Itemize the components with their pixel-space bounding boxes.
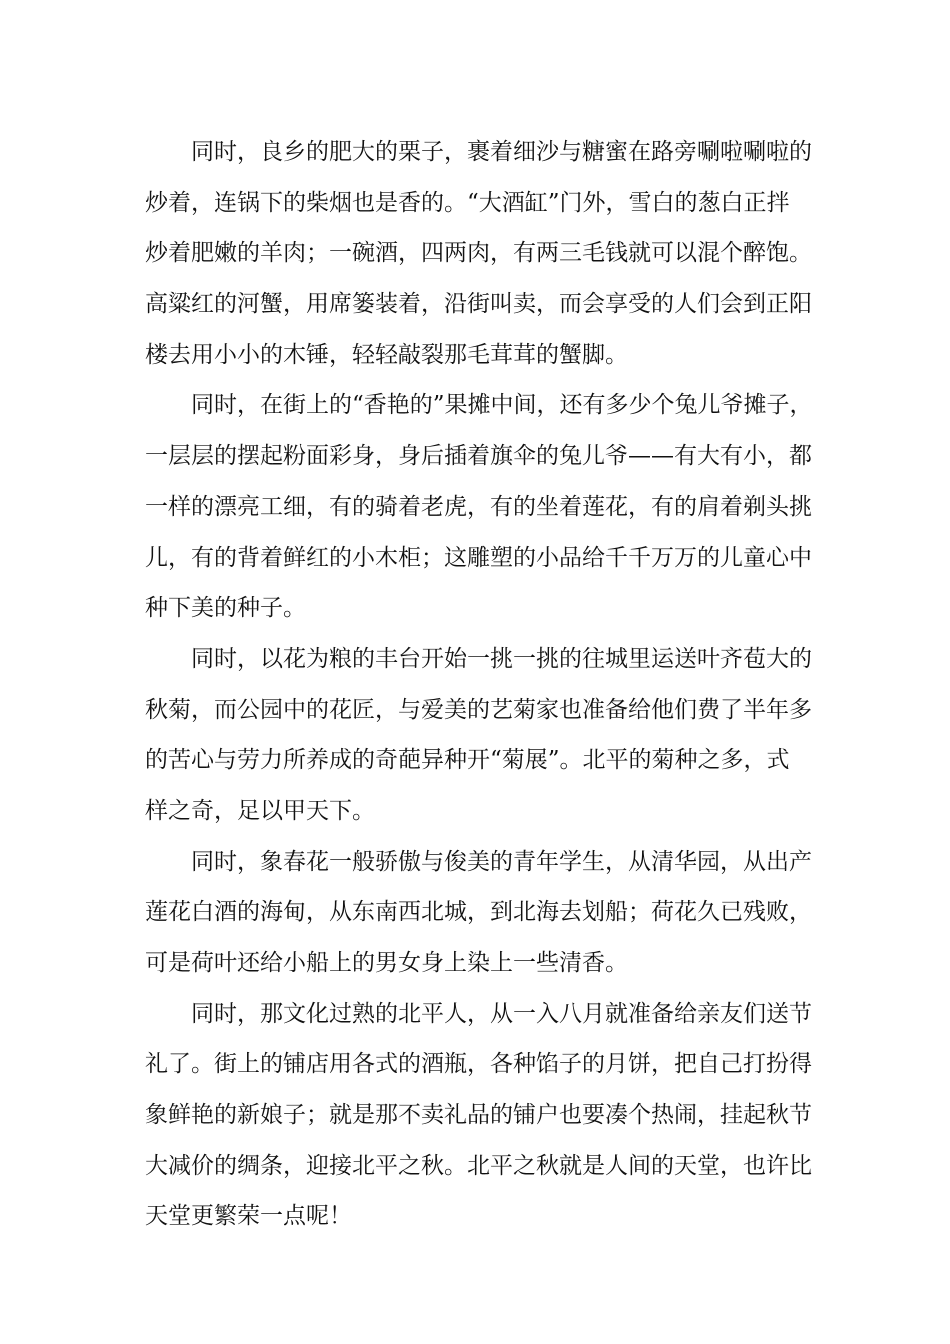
text-line: 莲花白酒的海甸，从东南西北城，到北海去划船；荷花久已残败， xyxy=(145,899,812,926)
text-line: 一层层的摆起粉面彩身，身后插着旗伞的兔儿爷——有大有小，都 xyxy=(145,443,812,470)
text-line: 炒着，连锅下的柴烟也是香的。“大酒缸”门外，雪白的葱白正拌 xyxy=(145,189,790,216)
text-line: 同时，以花为粮的丰台开始一挑一挑的往城里运送叶齐苞大的 xyxy=(191,645,812,672)
text-line: 象鲜艳的新娘子；就是那不卖礼品的铺户也要凑个热闹，挂起秋节 xyxy=(145,1102,812,1129)
text-line: 的苦心与劳力所养成的奇葩异种开“菊展”。北平的菊种之多，式 xyxy=(145,747,790,774)
paragraph-rabbit-figures xyxy=(145,380,813,633)
text-line: 可是荷叶还给小船上的男女身上染上一些清香。 xyxy=(145,950,628,976)
paragraph-chrysanthemums xyxy=(145,634,813,837)
text-line: 同时，良乡的肥大的栗子，裹着细沙与糖蜜在路旁唰啦唰啦的 xyxy=(191,139,812,165)
text-line: 秋菊，而公园中的花匠，与爱美的艺菊家也准备给他们费了半年多 xyxy=(145,696,812,723)
paragraph-festival-gifts xyxy=(145,989,813,1242)
text-line: 天堂更繁荣一点呢！ xyxy=(145,1203,352,1230)
paragraph-students-boating xyxy=(145,837,813,989)
text-line: 炒着肥嫩的羊肉；一碗酒，四两肉，有两三毛钱就可以混个醉饱。 xyxy=(145,240,812,267)
text-line: 儿，有的背着鲜红的小木柜；这雕塑的小品给千千万万的儿童心中 xyxy=(145,544,812,571)
text-line: 同时，在街上的“香艳的”果摊中间，还有多少个兔儿爷摊子， xyxy=(191,392,813,419)
text-line: 同时，那文化过熟的北平人，从一入八月就准备给亲友们送节 xyxy=(191,1000,812,1027)
text-line: 楼去用小小的木锤，轻轻敲裂那毛茸茸的蟹脚。 xyxy=(145,341,628,368)
text-line: 礼了。街上的铺店用各式的酒瓶，各种馅子的月饼，把自己打扮得 xyxy=(145,1051,812,1078)
text-line: 高粱红的河蟹，用席篓装着，沿街叫卖，而会享受的人们会到正阳 xyxy=(145,291,812,318)
text-line: 一样的漂亮工细，有的骑着老虎，有的坐着莲花，有的肩着剃头挑 xyxy=(145,493,812,520)
text-line: 同时，象春花一般骄傲与俊美的青年学生，从清华园，从出产 xyxy=(191,848,812,875)
text-line: 大减价的绸条，迎接北平之秋。北平之秋就是人间的天堂，也许比 xyxy=(145,1152,812,1179)
text-line: 样之奇，足以甲天下。 xyxy=(145,797,375,824)
document-body xyxy=(145,127,813,1242)
text-line: 种下美的种子。 xyxy=(145,595,306,622)
paragraph-chestnuts xyxy=(145,127,813,380)
